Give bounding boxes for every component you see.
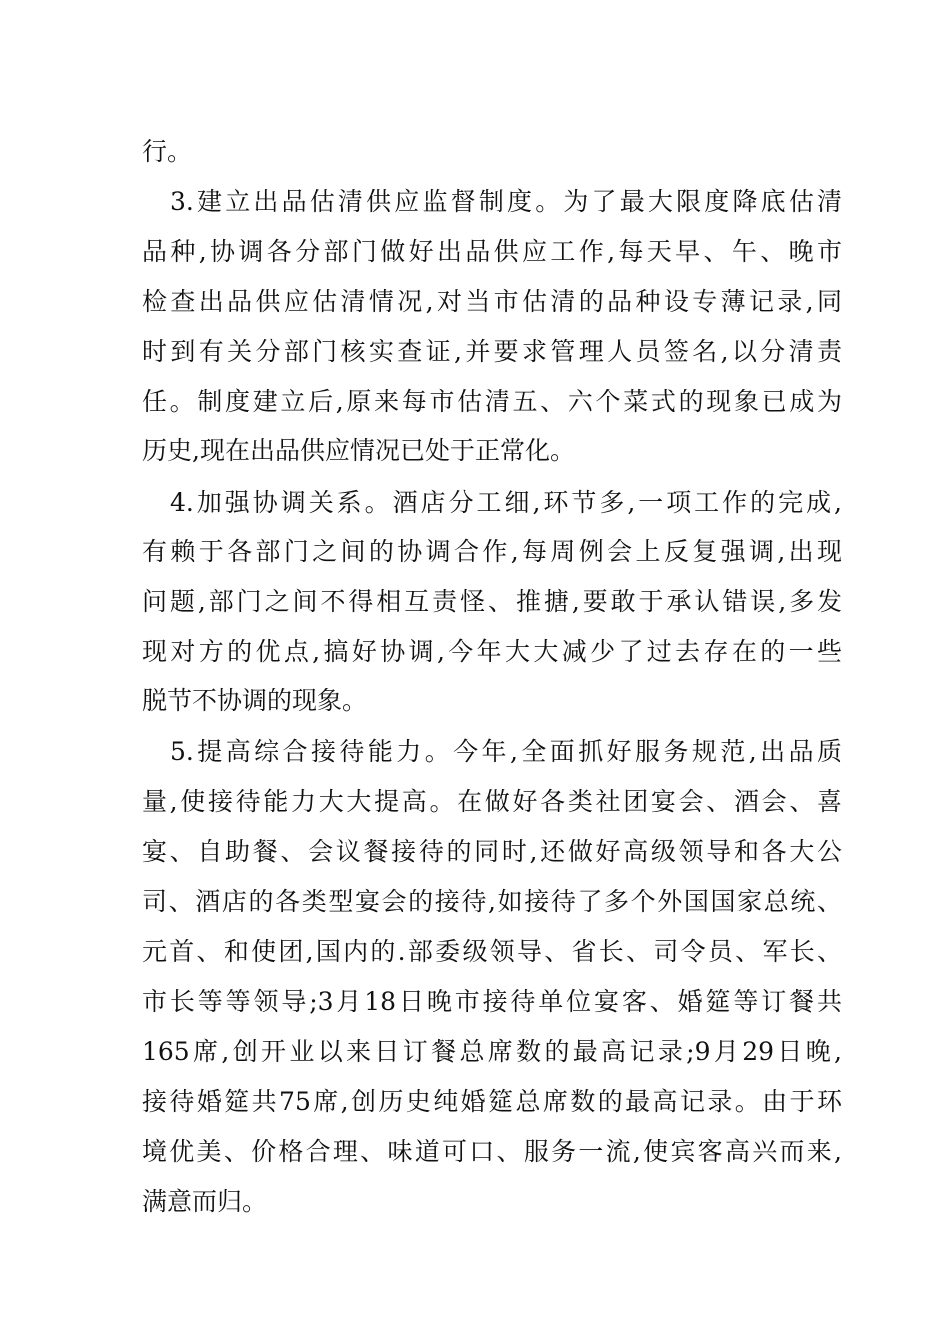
paragraph-line: 市长等等领导;3月18日晚市接待单位宴客、婚筵等订餐共 [142, 987, 842, 1016]
paragraph-line: 行。 [142, 137, 193, 166]
paragraph-line: 元首、和使团,国内的.部委级领导、省长、司令员、军长、 [142, 937, 842, 966]
paragraph-line: 有赖于各部门之间的协调合作,每周例会上反复强调,出现 [142, 537, 842, 566]
paragraph-line: 5.提高综合接待能力。今年,全面抓好服务规范,出品质 [170, 737, 842, 766]
paragraph-line: 司、酒店的各类型宴会的接待,如接待了多个外国国家总统、 [142, 887, 842, 916]
paragraph-line: 历史,现在出品供应情况已处于正常化。 [142, 436, 575, 465]
paragraph-line: 品种,协调各分部门做好出品供应工作,每天早、午、晚市 [142, 237, 842, 266]
paragraph-line: 现对方的优点,搞好协调,今年大大减少了过去存在的一些 [142, 637, 842, 666]
paragraph-line: 4.加强协调关系。酒店分工细,环节多,一项工作的完成, [170, 488, 842, 517]
paragraph-line: 165席,创开业以来日订餐总席数的最高记录;9月29日晚, [142, 1037, 842, 1066]
paragraph-line: 脱节不协调的现象。 [142, 686, 368, 715]
paragraph-line: 宴、自助餐、会议餐接待的同时,还做好高级领导和各大公 [142, 837, 842, 866]
paragraph-line: 任。制度建立后,原来每市估清五、六个菜式的现象已成为 [142, 387, 842, 416]
paragraph-line: 问题,部门之间不得相互责怪、推搪,要敢于承认错误,多发 [142, 587, 842, 616]
paragraph-line: 接待婚筵共75席,创历史纯婚筵总席数的最高记录。由于环 [142, 1087, 842, 1116]
paragraph-line: 量,使接待能力大大提高。在做好各类社团宴会、酒会、喜 [142, 787, 842, 816]
paragraph-line: 境优美、价格合理、味道可口、服务一流,使宾客高兴而来, [142, 1137, 842, 1166]
paragraph-line: 时到有关分部门核实查证,并要求管理人员签名,以分清责 [142, 337, 842, 366]
paragraph-line: 满意而归。 [142, 1187, 268, 1216]
paragraph-line: 检查出品供应估清情况,对当市估清的品种设专薄记录,同 [142, 287, 842, 316]
paragraph-line: 3.建立出品估清供应监督制度。为了最大限度降底估清 [170, 187, 842, 216]
